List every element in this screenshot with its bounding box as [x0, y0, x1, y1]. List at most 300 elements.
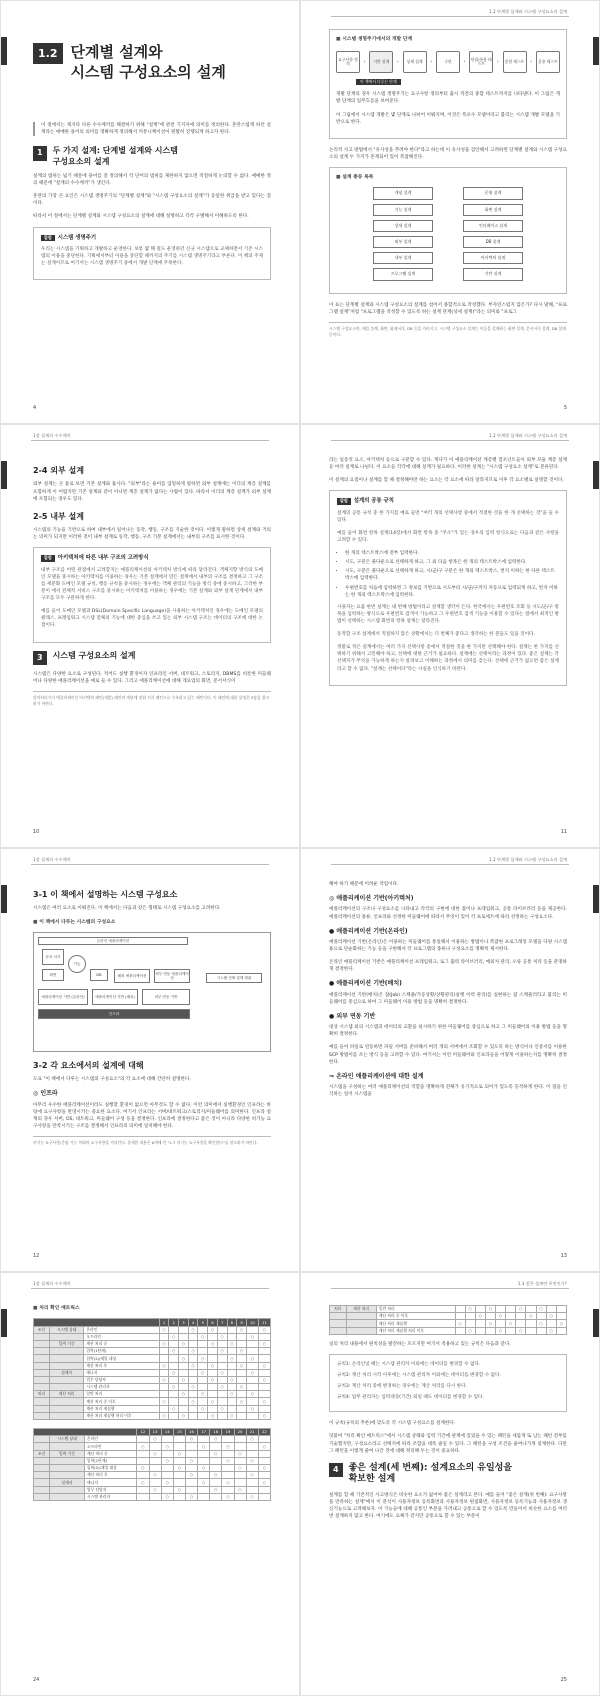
- table-row: [34, 1450, 271, 1457]
- matrix-row-label: 계산 처리 중: [84, 1340, 159, 1347]
- matrix-cell: [246, 1340, 258, 1347]
- running-header: 1.2 단계별 설계와 시스템 구성요소의 설계: [488, 857, 567, 862]
- chapter-intro: 이 절에서는 제지타 다른 수수께끼를 해결하기 위해 "설계"에 관련 기지자에 의미를 정의한다. 혼란스럽게 하던 설계라는 애매한 용어의 의미를 명확하게 정의해서 커뮤니케이션이 원활히 진행되게 하고자 한다.: [33, 122, 271, 136]
- matrix-cell: ○: [246, 1405, 258, 1412]
- matrix-cell: [496, 1320, 506, 1327]
- column-tag: 칼럼: [41, 555, 55, 561]
- column-title-text: 설계의 공통 규칙: [353, 498, 394, 505]
- paragraph: 라는 일송적 요소, 아키텍처 등으로 구분할 수 있다. 게다가 이 애플리케이션 계층별 컴포넌트들이 외부 모듈 계층 설계 등 여러 설계로 나뉜다. 이 요소들 각각에 대해 설계가 필요하다. 이러한 설계는 "시스템 구성요소 설계"로 분류된다.: [329, 458, 567, 471]
- matrix-cell: [159, 1348, 169, 1355]
- matrix-cell: [179, 1326, 189, 1333]
- matrix-col-header: 9: [237, 1319, 247, 1326]
- matrix-cell: [258, 1450, 270, 1457]
- matrix-cell: ○: [217, 1333, 227, 1340]
- matrix-group-label: 처리: [330, 1306, 347, 1313]
- matrix-subgroup-label: [49, 1333, 84, 1340]
- matrix-cell: ○: [185, 1472, 197, 1479]
- matrix-cell: ○: [179, 1412, 189, 1419]
- chapter-tab: [593, 885, 599, 913]
- chapter-tab: [593, 1309, 599, 1337]
- matrix-cell: [149, 1457, 161, 1464]
- matrix-cell: [234, 1457, 246, 1464]
- paragraph: 혼란의 가장 큰 요인은 시스템 생명주기의 "단계별 설계"와 "시스템 구성요소의 설계"가 동일한 취급을 받고 있다는 점이다.: [33, 194, 271, 207]
- matrix-cell: ○: [246, 1391, 258, 1398]
- matrix-cell: [516, 1320, 526, 1327]
- subsection-heading: 2-5 내부 설계: [33, 511, 84, 521]
- matrix-cell: ○: [210, 1436, 222, 1443]
- subsection-heading: 3-1 이 책에서 설명하는 시스템 구성요소: [33, 890, 178, 899]
- matrix-subgroup-label: [50, 1486, 85, 1493]
- matrix-cell: [246, 1412, 258, 1419]
- matrix-cell: [227, 1369, 237, 1376]
- matrix-cell: ○: [258, 1340, 270, 1347]
- matrix-group-label: [34, 1464, 50, 1471]
- paragraph: 시스템을 구성하는 여러 애플리케이션의 역할을 명확하게 전체가 유기적으로 되어가 있도록 동작하게 한다. 이 점을 인식하는 일이 시스템을: [329, 1085, 567, 1098]
- rule-item: 규칙2: 계산 처리 시작 이후에는 시스템 관리자 이외에는 데이터를 변경할 수 없다.: [337, 1372, 501, 1378]
- design-type: DB 설계: [463, 236, 523, 248]
- page-25: [300, 1272, 600, 1696]
- matrix-cell: ○: [198, 1443, 210, 1450]
- column-body: 예를 들어 도메인 모델과 DSL(Domain Specific Language)을 사용하는 아키텍처인 경우에는 도메인 모델의 클래스, 프레임워크 시스템 전체의 기능에 대한 중심을 쓰고 있는 외부 시스템 구조는 데이터의 구조에 대한 논점이다.: [41, 609, 263, 629]
- db-box: DB: [90, 969, 108, 981]
- matrix-cell: ○: [169, 1384, 179, 1391]
- matrix-cell: [246, 1398, 258, 1405]
- matrix-cell: [546, 1306, 556, 1313]
- matrix-cell: [161, 1450, 173, 1457]
- matrix-col-header: 18: [210, 1429, 222, 1436]
- page-number: 10: [33, 829, 40, 836]
- header-rule: [31, 864, 269, 865]
- table-row: [34, 1398, 271, 1405]
- header-rule: [331, 864, 569, 865]
- matrix-group-label: [34, 1486, 50, 1493]
- column-tag: 칼럼: [337, 498, 351, 504]
- matrix-col-header: 4: [188, 1319, 198, 1326]
- figure-design-list: [329, 167, 567, 294]
- matrix-cell: [516, 1313, 526, 1320]
- matrix-col-header: 14: [161, 1429, 173, 1436]
- matrix-cell: [208, 1405, 218, 1412]
- matrix-cell: [506, 1313, 516, 1320]
- paragraph: 해야 하기 때문에 어려운 작업이다.: [329, 882, 399, 887]
- matrix-cell: ○: [465, 1306, 475, 1313]
- figure-caption: ■ 설계 종류 목록: [336, 174, 560, 181]
- table-row: [330, 1327, 567, 1334]
- section-title-line2: 구성요소의 설계: [52, 156, 110, 166]
- matrix-cell: ○: [179, 1376, 189, 1383]
- column-title-text: 시스템 생명주기: [57, 234, 97, 241]
- chapter-heading: [33, 43, 271, 82]
- paragraph: 일의 처리 내용에서 원칙성을 발견하는 모르지만 여기서 적용하고 있는 규칙은 다음과 같다.: [329, 1341, 511, 1347]
- matrix-subgroup-label: 설계자: [49, 1369, 84, 1376]
- matrix-row-label: 온라인: [84, 1436, 136, 1443]
- column-body: 설계의 공통 규칙 중 한 가지를 예로 들면 "여러 개의 선택사항 중에서 적절한 것을 한 개 선택하는 것"을 들 수 있다.: [337, 510, 559, 523]
- matrix-cell: ○: [179, 1391, 189, 1398]
- page-5: [300, 0, 600, 424]
- section-title: [53, 146, 178, 167]
- matrix-cell: [455, 1313, 465, 1320]
- list-item: • 한 개의 텍스트박스에 전부 입력한다.: [345, 550, 559, 557]
- column-title: [337, 497, 559, 505]
- matrix-cell: [169, 1391, 179, 1398]
- paragraph: 시스템의 기능을 기반으로 하여 내부에서 일어나는 동작, 행동, 구조를 기술한 것이다. 이렇게 말하면 상세 설계와 거의는 의미가 되지만 이러한 것이 내부 설계로 동작, 행동, 구조 기본 설계에서는 내부의 구조를 표시한 것이다.: [33, 528, 271, 541]
- matrix-cell: [217, 1362, 227, 1369]
- matrix-header-row: [34, 1429, 271, 1436]
- matrix-cell: ○: [258, 1362, 270, 1369]
- matrix-cell: [246, 1362, 258, 1369]
- matrix-cell: [246, 1464, 258, 1471]
- matrix-row-label: 시스템 관리자: [84, 1493, 136, 1500]
- matrix-row-label: 시스템 관리자: [84, 1384, 159, 1391]
- matrix-cell: ○: [258, 1326, 270, 1333]
- matrix-cell: [210, 1457, 222, 1464]
- matrix-cell: ○: [159, 1340, 169, 1347]
- table-row: [34, 1376, 271, 1383]
- header-rule: [31, 1288, 269, 1289]
- matrix-cell: [227, 1384, 237, 1391]
- matrix-cell: ○: [222, 1457, 234, 1464]
- matrix-col-header: 21: [246, 1429, 258, 1436]
- paragraph: 애플리케이션 기반(배치)은 잡(Job) 스케줄/가동상황/상황관리(실행 이력 관리)를 실현하는 잡 스케줄러라고 불리는 미들웨어를 중심으로 하여 그 미들웨어 이용 방법 등을 명확히 결정한다.: [329, 992, 567, 1005]
- matrix-cell: ○: [475, 1313, 485, 1320]
- matrix-row-label: 업무 담당자: [84, 1486, 136, 1493]
- matrix-col-header: 15: [173, 1429, 185, 1436]
- matrix-cell: [475, 1306, 485, 1313]
- design-type: 화면 설계: [463, 204, 523, 216]
- matrix-cell: [237, 1412, 247, 1419]
- matrix-subgroup-label: [50, 1493, 85, 1500]
- running-header: 1장 설계의 수수께끼: [33, 1281, 71, 1286]
- figure-text: 개발 단계의 경우 시스템 생명주기는 요구사항 정의부터 출시 직전의 종합 테스트까지를 나타낸다. 이 그림은 개발 단계의 업무흐름을 보여준다.: [336, 92, 560, 105]
- matrix-cell: ○: [169, 1333, 179, 1340]
- matrix-cell: [237, 1355, 247, 1362]
- matrix-cell: [173, 1493, 185, 1500]
- matrix-cell: [227, 1333, 237, 1340]
- matrix-col-header: 2: [169, 1319, 179, 1326]
- table-row: [34, 1405, 271, 1412]
- page-24: [0, 1272, 300, 1696]
- matrix-cell: [258, 1355, 270, 1362]
- matrix-cell: ○: [246, 1355, 258, 1362]
- matrix-cell: [526, 1320, 536, 1327]
- matrix-cell: ○: [516, 1306, 526, 1313]
- matrix-row-label: 계산 처리 중 이후: [376, 1313, 455, 1320]
- matrix-cell: [179, 1398, 189, 1405]
- design-type: 외부 설계: [373, 236, 433, 248]
- matrix-col-header: 10: [246, 1319, 258, 1326]
- matrix-cell: [179, 1405, 189, 1412]
- matrix-row-label: 계산 처리 재실행 처리 이후: [84, 1412, 159, 1419]
- matrix-subgroup-label: 설계자: [50, 1479, 85, 1486]
- paragraph: 이 규칙(규칙의 추론)에 맞도록 각 시스템 구성요소를 설계한다.: [329, 1421, 456, 1427]
- matrix-cell: [258, 1493, 270, 1500]
- matrix-cell: [188, 1412, 198, 1419]
- matrix-cell: [208, 1391, 218, 1398]
- matrix-subgroup-label: [50, 1443, 85, 1450]
- matrix-cell: [137, 1486, 149, 1493]
- matrix-cell: [198, 1412, 208, 1419]
- matrix-cell: [188, 1355, 198, 1362]
- matrix-cell: ○: [185, 1436, 197, 1443]
- matrix-cell: [179, 1333, 189, 1340]
- matrix-cell: ○: [246, 1493, 258, 1500]
- rules-box: [329, 1354, 567, 1412]
- matrix-cell: ○: [188, 1384, 198, 1391]
- matrix-header-row: [34, 1319, 271, 1326]
- matrix-cell: [237, 1391, 247, 1398]
- page-number: 25: [560, 1677, 567, 1684]
- matrix-cell: [234, 1443, 246, 1450]
- matrix-cell: ○: [161, 1443, 173, 1450]
- matrix-subgroup-label: [50, 1457, 85, 1464]
- matrix-group-label: [34, 1457, 50, 1464]
- paragraph: 설계를 할 때 기본적인 사고방식은 비슷한 요소가 없어야 좋은 설계라고 본다. 예를 들어 "좋은 설계(첫 번째): 요구사항을 만족하는 설계"에서 이 분석이 사용자정보 등록화면과 사용자정보 편집화면, 사용자정보 등록기능과 사용자정보 갱신기능으로 고려해보자. 이 기능들에 대해 공통인 부분을 가려내고 공통으로 할 수 있도록 만들어서 비슷한 요소를 여러 번 설계하지 않고 한다. 여기에도 요체가 같지만 공통으로 할 수 있는 부분이: [329, 1493, 567, 1520]
- arrow-icon: ›: [363, 58, 366, 65]
- section-title-line1: 두 가지 설계: 단계별 설계와 시스템: [52, 146, 178, 156]
- matrix-cell: [188, 1391, 198, 1398]
- table-row: [34, 1355, 271, 1362]
- matrix-subgroup-label: [49, 1405, 84, 1412]
- matrix-cell: [234, 1436, 246, 1443]
- matrix-cell: ○: [208, 1398, 218, 1405]
- design-type: 기반 설계: [463, 268, 523, 280]
- matrix-row-label: 오프라인: [84, 1443, 136, 1450]
- matrix-cell: ○: [496, 1327, 506, 1334]
- matrix-cell: ○: [169, 1405, 179, 1412]
- matrix-row-label: 계산 처리 중 이후: [84, 1398, 159, 1405]
- matrix-col-header: 16: [185, 1429, 197, 1436]
- section-number: 4: [329, 1463, 343, 1477]
- matrix-cell: [506, 1306, 516, 1313]
- matrix-cell: [237, 1333, 247, 1340]
- column-title: [41, 234, 263, 242]
- matrix-cell: [465, 1313, 475, 1320]
- matrix-cell: [246, 1384, 258, 1391]
- matrix-cell: [173, 1443, 185, 1450]
- matrix-cell: [179, 1362, 189, 1369]
- figure-caption: ■ 시스템 생명주기에서의 개발 단계: [336, 36, 560, 43]
- matrix-cell: [179, 1348, 189, 1355]
- matrix-col-header: 13: [149, 1429, 161, 1436]
- arrow-icon: ›: [496, 58, 499, 65]
- matrix-cell: [258, 1436, 270, 1443]
- table-row: [34, 1479, 271, 1486]
- matrix-cell: ○: [237, 1348, 247, 1355]
- matrix-group-label: 조건: [34, 1450, 50, 1457]
- section-heading: [33, 146, 271, 167]
- matrix-cell: [208, 1384, 218, 1391]
- chapter-tab: [593, 461, 599, 489]
- matrix-row-label: 오프라인: [84, 1333, 159, 1340]
- table-row: [34, 1391, 271, 1398]
- matrix-cell: [210, 1479, 222, 1486]
- matrix-cell: [159, 1333, 169, 1340]
- matrix-cell: ○: [149, 1450, 161, 1457]
- matrix-col-header: 3: [179, 1319, 189, 1326]
- topic-heading: ● 애플리케이션 기반(온라인): [329, 927, 408, 935]
- matrix-col-header: 19: [222, 1429, 234, 1436]
- section-title-line2: 확보한 설계: [348, 1474, 396, 1485]
- matrix-col-header: 5: [198, 1319, 208, 1326]
- matrix-cell: ○: [237, 1384, 247, 1391]
- figure-text: 이 그림에서 시스템 개발은 몇 단계로 나뉘어 이뤄지며, 이것은 폭포수 모델이라고 불리는 시스템 개발 모델을 기반으로 한다.: [336, 112, 560, 125]
- matrix-cell: [137, 1493, 149, 1500]
- matrix-group-label: [34, 1493, 50, 1500]
- matrix-cell: ○: [198, 1464, 210, 1471]
- matrix-cell: [217, 1376, 227, 1383]
- paragraph: 애플리케이션의 구조나 구성요소를 나타내고 각각의 구현에 대한 틀이나 프레임워크, 공통 라이브러리 등을 제공한다. 애플리케이션의 종류, 인프라와 선정한 미들웨어에 따라서 무엇이 있어 각 프로세트에 따라 선정하는 구성요소다.: [329, 907, 567, 920]
- matrix-group-label: [34, 1376, 50, 1383]
- matrix-group-label: [34, 1355, 50, 1362]
- online-app-box: 온라인 애플리케이션: [38, 937, 188, 945]
- matrix-cell: [222, 1464, 234, 1471]
- matrix-cell: ○: [210, 1472, 222, 1479]
- matrix-cell: [149, 1443, 161, 1450]
- topic-heading: ◎ 애플리케이션 기반(아키텍처): [329, 895, 414, 903]
- matrix-cell: [246, 1450, 258, 1457]
- paragraph: 애플리케이션 기반(온라인)은 이용하는 미들웨어를 통일해서 이용하는 방법이나 복잡한 프로그래밍 모델을 다양 시스템용으로 단순화하는 기능 등을 구현해서 각 프로그램의 종류나 구성요소를 명확히 제시한다.: [329, 939, 567, 953]
- matrix-group-label: [34, 1369, 50, 1376]
- matrix-cell: [185, 1450, 197, 1457]
- matrix-cell: [188, 1340, 198, 1347]
- column-title: [41, 554, 263, 562]
- matrix-subgroup-label: 시스템 상태: [50, 1436, 85, 1443]
- matrix-cell: ○: [208, 1340, 218, 1347]
- matrix-row-label: 입력(2)/재입 대상: [84, 1464, 136, 1471]
- header-rule: [331, 1288, 569, 1289]
- matrix-cell: [161, 1486, 173, 1493]
- topic-heading: ⇒ 온라인 애플리케이션에 대한 설계: [329, 1072, 424, 1080]
- phase-tag: 이 책에서 다루는 단계: [356, 79, 401, 85]
- running-header: 1.2 단계별 설계와 시스템 구성요소의 설계: [488, 9, 567, 14]
- matrix-cell: ○: [198, 1391, 208, 1398]
- matrix-cell: ○: [208, 1362, 218, 1369]
- phase-box: 단위/통합 테스트: [469, 51, 493, 73]
- matrix-cell: ○: [159, 1412, 169, 1419]
- matrix-cell: [198, 1450, 210, 1457]
- running-header: 1.3 좋은 설계란 무엇인가?: [517, 1281, 567, 1286]
- design-type: 아키텍처 설계: [463, 252, 523, 264]
- matrix-cell: [246, 1486, 258, 1493]
- design-type: 상세 설계: [373, 220, 433, 232]
- matrix-cell: [173, 1436, 185, 1443]
- matrix-cell: [149, 1479, 161, 1486]
- matrix-table-3: [329, 1305, 567, 1335]
- phase-box: 종합 테스트: [503, 51, 527, 73]
- matrix-cell: [222, 1450, 234, 1457]
- matrix-group-label: [34, 1443, 50, 1450]
- chapter-tab: [1, 885, 7, 913]
- matrix-cell: [169, 1362, 179, 1369]
- page-number: 4: [33, 405, 37, 412]
- matrix-cell: [258, 1348, 270, 1355]
- matrix-subgroup-label: 계산 처리: [346, 1306, 376, 1313]
- matrix-cell: ○: [222, 1443, 234, 1450]
- matrix-cell: ○: [258, 1464, 270, 1471]
- paragraph: 외부 설계는 큰 틀로 보면 기본 설계와 흡사다. "외부"라는 용어를 엄밀하게 말하면 외부 설계에는 이더의 계층 설계를 포함하게 이 어렵지만 기존 설계와 같이 아니면 계층 설계가 없다는 사람이 있다. 따라서 이더의 계층 설계가 외부 설계에 포함되는 경우도 있다.: [33, 482, 271, 502]
- matrix-cell: [210, 1443, 222, 1450]
- matrix-cell: ○: [485, 1320, 495, 1327]
- matrix-cell: ○: [222, 1493, 234, 1500]
- table-row: [330, 1306, 567, 1313]
- matrix-cell: [217, 1412, 227, 1419]
- matrix-group-label: [34, 1362, 50, 1369]
- matrix-cell: ○: [258, 1398, 270, 1405]
- matrix-cell: [169, 1398, 179, 1405]
- matrix-cell: [208, 1348, 218, 1355]
- paragraph: 이 표는 단계별 설계와 시스템 구성요소의 설계를 섞어서 종합적으로 작성했다. 부자연스럽지 않은가? 다시 말해, "프로그램 설계"처럼 "프로그램을 작성할 수 있도록 하는 설계 단계(상세 설계)"라는 의미와 "프로그: [329, 302, 567, 315]
- matrix-cell: ○: [198, 1479, 210, 1486]
- base-batch-box: 애플리케이션 기반 (배치): [92, 989, 138, 1005]
- matrix-cell: ○: [173, 1486, 185, 1493]
- matrix-cell: [188, 1369, 198, 1376]
- matrix-cell: ○: [198, 1369, 208, 1376]
- phase-box: 요구사항 정의: [336, 51, 360, 73]
- matrix-cell: [546, 1320, 556, 1327]
- matrix-cell: [185, 1486, 197, 1493]
- matrix-group-label: [34, 1384, 50, 1391]
- matrix-cell: ○: [234, 1464, 246, 1471]
- matrix-col-header: 20: [234, 1429, 246, 1436]
- matrix-cell: ○: [161, 1493, 173, 1500]
- column-body: 내부 구조를 어떤 관점에서 고려할지는 애플리케이션의 아키텍처 방식에 따라 달라진다. 객체지향 방식의 도메인 모델을 중시하는 아키텍처를 이용하는 경우는 기본 설계에서 만든 설계에서 내부의 구조를 결정하고 그 구조를 세분화 도메인 모델 규칙, 행동 규칙을 중시하는 경우에는 객체 관리의 기능을 방식 중에 중시하고, 그러한 부분이 에서 전체적 서비스 구조를 중시하는 아키텍처를 이용하는 경우에는 기본 설계와 외부 설계 단계에서 내부 구조를 모두 구분하게 한다.: [41, 567, 263, 602]
- matrix-cell: ○: [217, 1348, 227, 1355]
- arrow-icon: ›: [463, 58, 466, 65]
- matrix-cell: [210, 1493, 222, 1500]
- matrix-col-header: 12: [137, 1429, 149, 1436]
- matrix-col-header: 8: [227, 1319, 237, 1326]
- matrix-cell: [258, 1472, 270, 1479]
- matrix-cell: [161, 1464, 173, 1471]
- rule-item: 규칙1: 온라인일 때는 시스템 관리자 이외에는 데이터를 변경할 수 없다.: [337, 1361, 481, 1367]
- table-row: [330, 1313, 567, 1320]
- matrix-cell: [169, 1412, 179, 1419]
- matrix-cell: [169, 1376, 179, 1383]
- matrix-cell: [222, 1486, 234, 1493]
- matrix-cell: [217, 1340, 227, 1347]
- design-type: 인터페이스 설계: [463, 220, 523, 232]
- matrix-cell: [536, 1313, 546, 1320]
- matrix-cell: ○: [246, 1333, 258, 1340]
- matrix-cell: [237, 1405, 247, 1412]
- section-heading: [329, 1463, 567, 1486]
- matrix-subgroup-label: [346, 1327, 376, 1334]
- paragraph: 시스템은 여러 요소로 이뤄진다. 이 책에서는 다음과 같은 형태로 시스템 구성요소를 고려한다.: [33, 906, 221, 912]
- matrix-cell: ○: [465, 1327, 475, 1334]
- matrix-col-header: 11: [258, 1319, 270, 1326]
- design-type: 운영 설계: [463, 187, 523, 199]
- matrix-group-label: [34, 1340, 50, 1347]
- matrix-cell: [237, 1340, 247, 1347]
- table-row: [330, 1320, 567, 1327]
- page-number: 24: [33, 1677, 40, 1684]
- topic-heading: ● 애플리케이션 기반(배치): [329, 980, 402, 988]
- matrix-cell: [185, 1479, 197, 1486]
- page-12: [0, 848, 300, 1272]
- matrix-cell: ○: [506, 1320, 516, 1327]
- matrix-cell: [475, 1320, 485, 1327]
- matrix-row-label: 입력(1단계): [84, 1457, 136, 1464]
- page-13: [300, 848, 600, 1272]
- matrix-group-label: [330, 1320, 347, 1327]
- matrix-cell: [149, 1493, 161, 1500]
- matrix-cell: [179, 1369, 189, 1376]
- table-row: [34, 1412, 271, 1419]
- matrix-cell: [258, 1405, 270, 1412]
- matrix-cell: ○: [185, 1493, 197, 1500]
- paragraph: 온라인 애플리케이션 기반은 애플리케이션 프레임워크, 로그 출력 라이브러리, 예외처 관리, 오류 공통 처리 등을 분명하게 결정한다.: [329, 960, 567, 973]
- matrix-cell: ○: [237, 1326, 247, 1333]
